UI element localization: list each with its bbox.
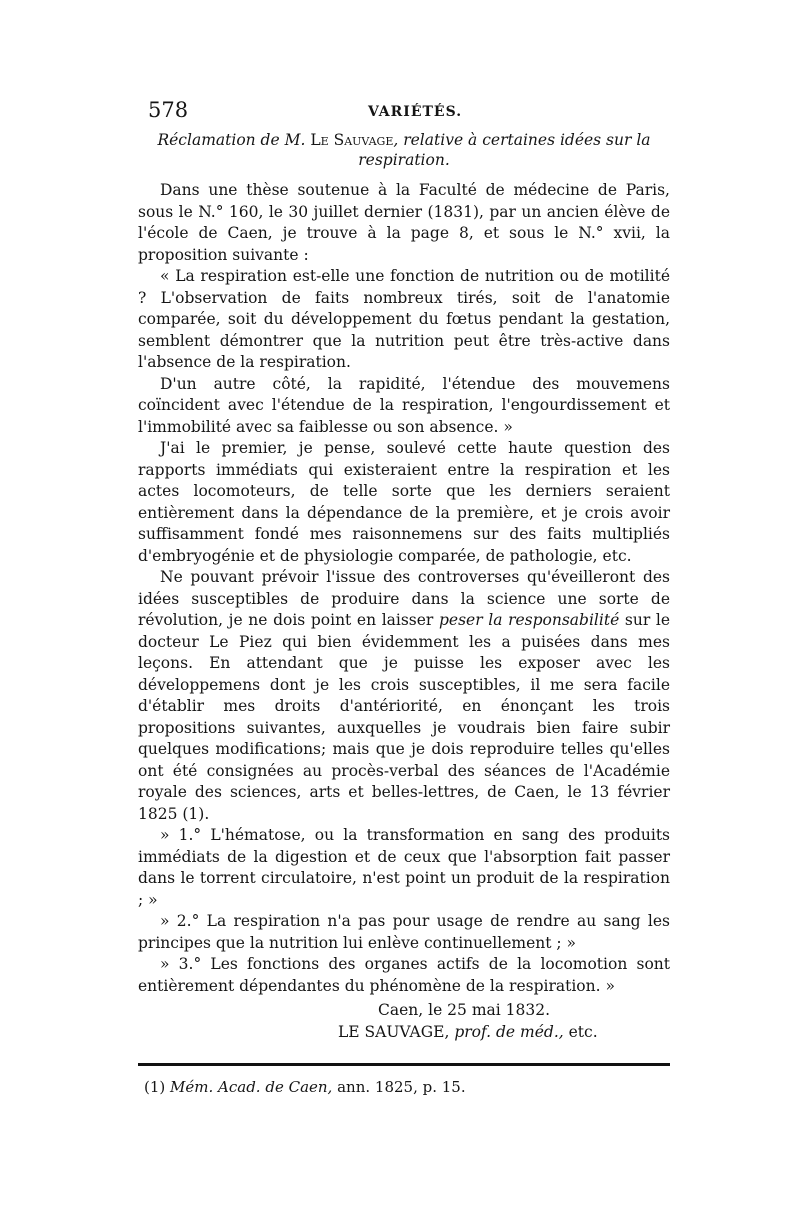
paragraph-2: « La respiration est-elle une fonction de nutrition ou de motilité ? L'observation de faits nombreux tirés, soit de l'anatomie comparée, soit du développement du fœtus pendant la gestation, semblent démontrer que la nutrition peut être très-active dans l'absence de la respiration.	[138, 267, 670, 371]
title-suffix: , relative à certaines idées sur la respiration.	[358, 131, 651, 169]
page-header	[138, 96, 670, 120]
page-number: 578	[148, 98, 189, 122]
paragraph-5-part-b: sur le docteur Le Piez qui bien évidemment les a puisées dans mes leçons. En attendant que je puisse les exposer avec les développemens dont je les crois susceptibles, il me sera facile d'établir mes droits d'antériorité, en énonçant les trois propositions suivantes, auxquelles je voudrais bien faire subir quelques modifications; mais que je dois reproduire telles qu'elles ont été consignées au procès-verbal des séances de l'Académie royale des sciences, arts et belles-lettres, de Caen, le 13 février 1825 (1).	[138, 611, 670, 823]
paragraph-5	[138, 567, 670, 825]
article-title	[138, 130, 670, 170]
signature-name: LE SAUVAGE,	[338, 1023, 450, 1041]
footnote-divider	[138, 1063, 670, 1066]
paragraph-3: D'un autre côté, la rapidité, l'étendue des mouvemens coïncident avec l'étendue de la respiration, l'engourdissement et l'immobilité avec sa faiblesse ou son absence. »	[138, 374, 670, 436]
footnote-source: Mém. Acad. de Caen,	[170, 1078, 333, 1096]
paragraph-5-part-a: Ne pouvant prévoir l'issue des controverses qu'éveilleront des idées susceptibles de produire dans la science une sorte de révolution, je ne dois point en laisser	[138, 568, 670, 629]
signature-date: Caen, le 25 mai 1832.	[378, 1001, 551, 1019]
title-prefix: Réclamation de M.	[157, 131, 306, 149]
footnote-rest: ann. 1825, p. 15.	[337, 1078, 466, 1096]
paragraph-6: » 1.° L'hématose, ou la transformation en sang des produits immédiats de la digestion et de ceux que l'absorption fait passer dans le torrent circulatoire, n'est point un produit de la respiration ; »	[138, 826, 670, 909]
article-body	[138, 180, 670, 997]
paragraph-4: J'ai le premier, je pense, soulevé cette haute question des rapports immédiats qui existeraient entre la respiration et les actes locomoteurs, de telle sorte que les derniers seraient entièrement dans la dépendance de la première, et je crois avoir suffisamment fondé mes raisonnemens sur des faits multipliés d'embryogénie et de physiologie comparée, de pathologie, etc.	[138, 439, 670, 565]
signature-title: prof. de méd.,	[454, 1023, 564, 1041]
footnote	[138, 1078, 670, 1096]
paragraph-5-emphasis: peser la responsabilité	[438, 611, 620, 629]
paragraph-8: » 3.° Les fonctions des organes actifs de la locomotion sont entièrement dépendantes du phénomène de la respiration. »	[138, 955, 670, 995]
paragraph-1: Dans une thèse soutenue à la Faculté de médecine de Paris, sous le N.° 160, le 30 juillet dernier (1831), par un ancien élève de l'école de Caen, je trouve à la page 8, et sous le N.° xvii, la proposition suivante :	[138, 181, 670, 264]
book-page	[138, 96, 670, 1096]
signature	[138, 1021, 670, 1043]
title-author: Le Sauvage	[310, 131, 394, 149]
footnote-marker: (1)	[144, 1078, 166, 1096]
running-head: VARIÉTÉS.	[368, 104, 463, 120]
signature-etc: etc.	[568, 1023, 598, 1041]
paragraph-7: » 2.° La respiration n'a pas pour usage de rendre au sang les principes que la nutrition lui enlève continuellement ; »	[138, 912, 670, 952]
